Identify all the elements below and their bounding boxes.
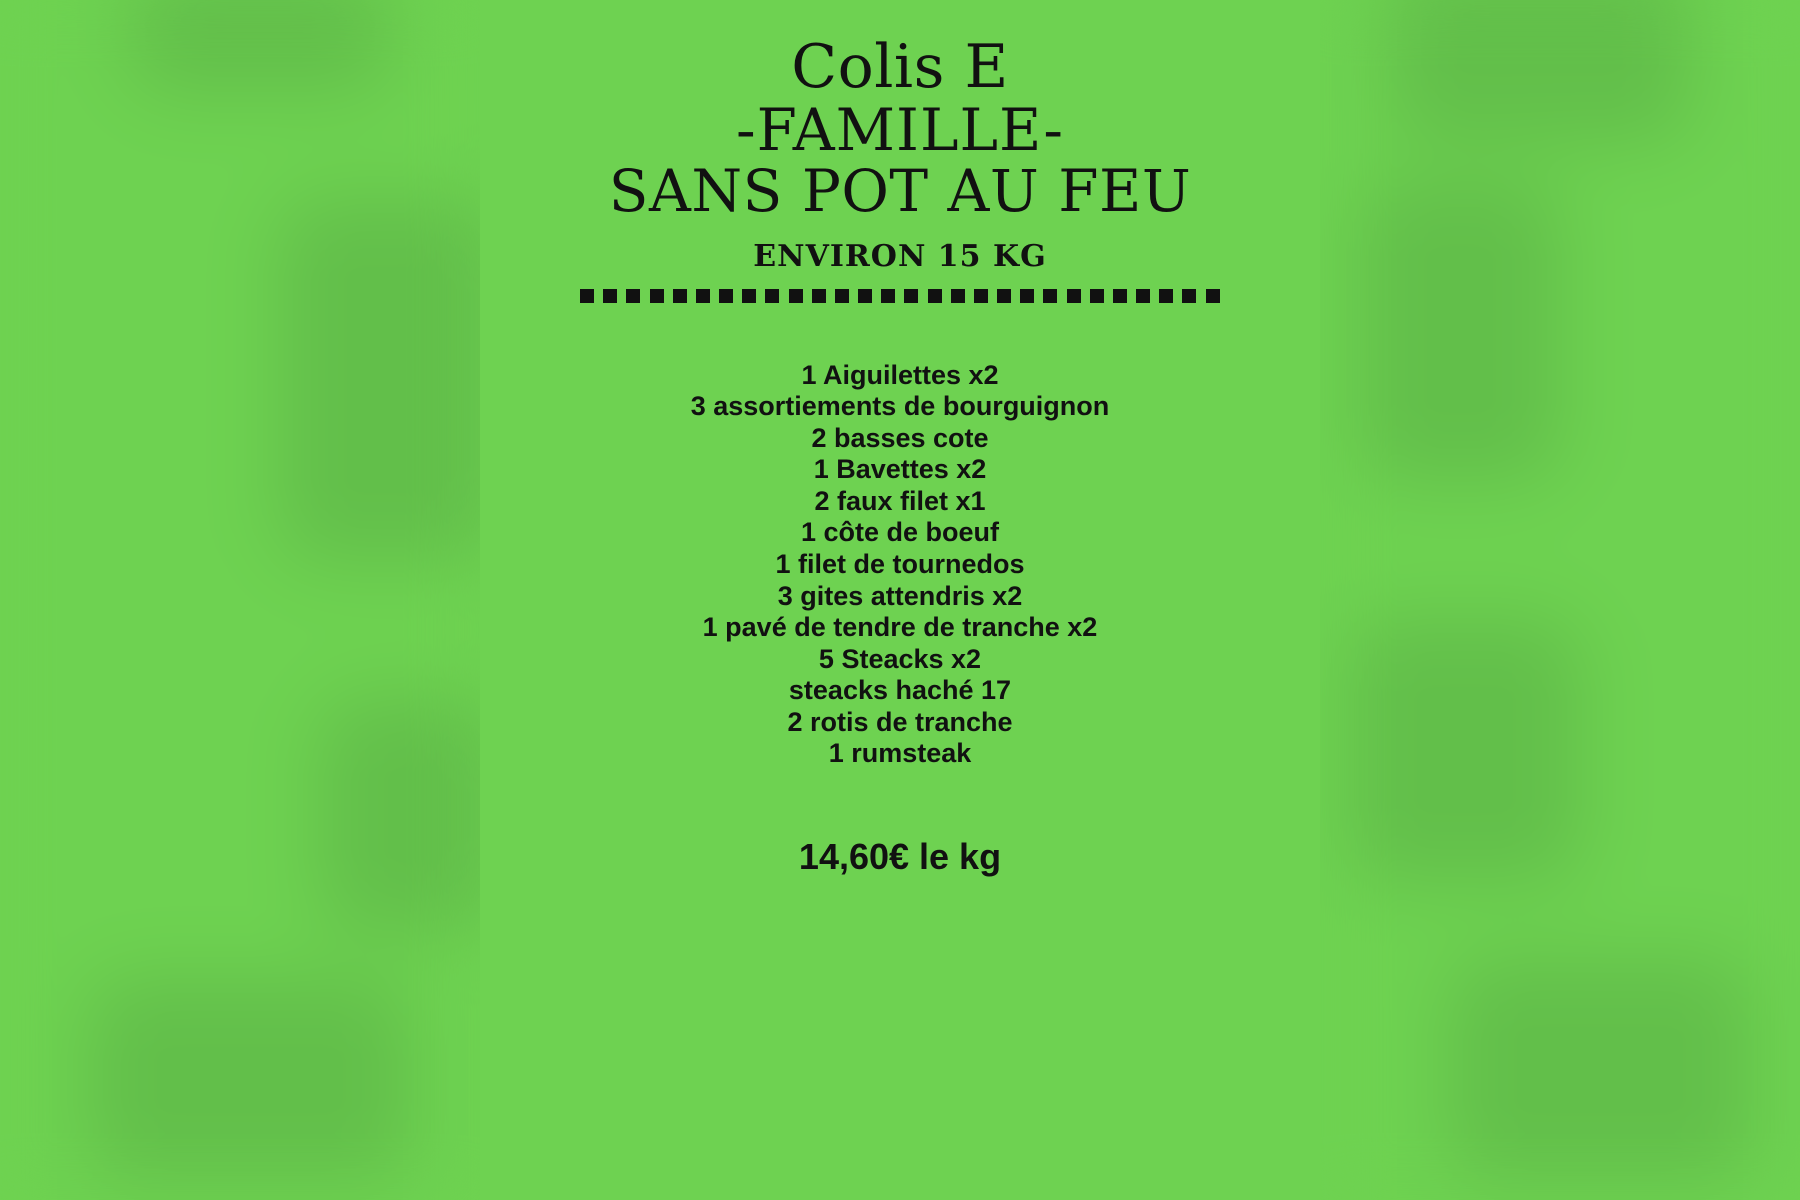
background-blotch: [1360, 180, 1560, 480]
divider-dot: [580, 289, 594, 303]
divider-dot: [673, 289, 687, 303]
divider-dot: [1136, 289, 1150, 303]
divider-dot: [928, 289, 942, 303]
poster-title-line-3: SANS POT AU FEU: [608, 157, 1192, 226]
list-item: 3 gites attendris x2: [777, 580, 1023, 611]
list-item: 2 rotis de tranche: [787, 706, 1013, 737]
divider-dot: [650, 289, 664, 303]
divider-dot: [1067, 289, 1081, 303]
poster-title-line-1: Colis E: [791, 32, 1009, 102]
price-label: 14,60€ le kg: [798, 836, 1002, 878]
divider-dot: [719, 289, 733, 303]
divider-dot: [1182, 289, 1196, 303]
divider-dot: [1113, 289, 1127, 303]
list-item: 3 assortiements de bourguignon: [690, 391, 1110, 422]
list-item: 1 Bavettes x2: [813, 454, 987, 485]
divider-dot: [835, 289, 849, 303]
title-block: [480, 0, 1320, 226]
background-blur-right: [1330, 0, 1800, 1200]
list-item: 1 filet de tournedos: [775, 549, 1025, 579]
list-item: 1 côte de boeuf: [800, 517, 1000, 548]
divider-dot: [765, 289, 779, 303]
background-blotch: [1350, 620, 1580, 880]
divider-dot: [1043, 289, 1057, 303]
divider-dot: [696, 289, 710, 303]
divider-dot: [603, 289, 617, 303]
poster-card: [480, 0, 1320, 1200]
divider-dot: [904, 289, 918, 303]
divider-dot: [789, 289, 803, 303]
poster-subtitle-weight: ENVIRON 15 KG: [753, 238, 1047, 274]
divider-dot: [742, 289, 756, 303]
divider-dot: [626, 289, 640, 303]
list-item: 1 rumsteak: [828, 738, 972, 769]
background-blotch: [130, 0, 390, 90]
background-blotch: [1390, 0, 1690, 140]
divider-dot: [1090, 289, 1104, 303]
divider-dot: [974, 289, 988, 303]
dotted-divider: [580, 288, 1220, 304]
divider-dot: [951, 289, 965, 303]
list-item: 2 basses cote: [811, 422, 989, 453]
poster-content: [480, 0, 1320, 1200]
divider-dot: [1206, 289, 1220, 303]
background-blotch: [320, 700, 500, 930]
list-item: 1 pavé de tendre de tranche x2: [702, 612, 1098, 643]
divider-dot: [858, 289, 872, 303]
background-blotch: [90, 980, 410, 1180]
divider-dot: [997, 289, 1011, 303]
list-item: 1 Aiguilettes x2: [801, 359, 999, 390]
background-blur-left: [0, 0, 470, 1200]
product-item-list: [480, 360, 1320, 771]
list-item: steacks haché 17: [788, 675, 1012, 706]
poster-title-line-2: -FAMILLE-: [735, 95, 1065, 164]
divider-dot: [881, 289, 895, 303]
background-blotch: [280, 200, 500, 560]
list-item: 2 faux filet x1: [814, 485, 986, 516]
list-item: 5 Steacks x2: [818, 643, 982, 674]
divider-dot: [1020, 289, 1034, 303]
divider-dot: [1159, 289, 1173, 303]
divider-dot: [812, 289, 826, 303]
background-blotch: [1450, 960, 1750, 1180]
